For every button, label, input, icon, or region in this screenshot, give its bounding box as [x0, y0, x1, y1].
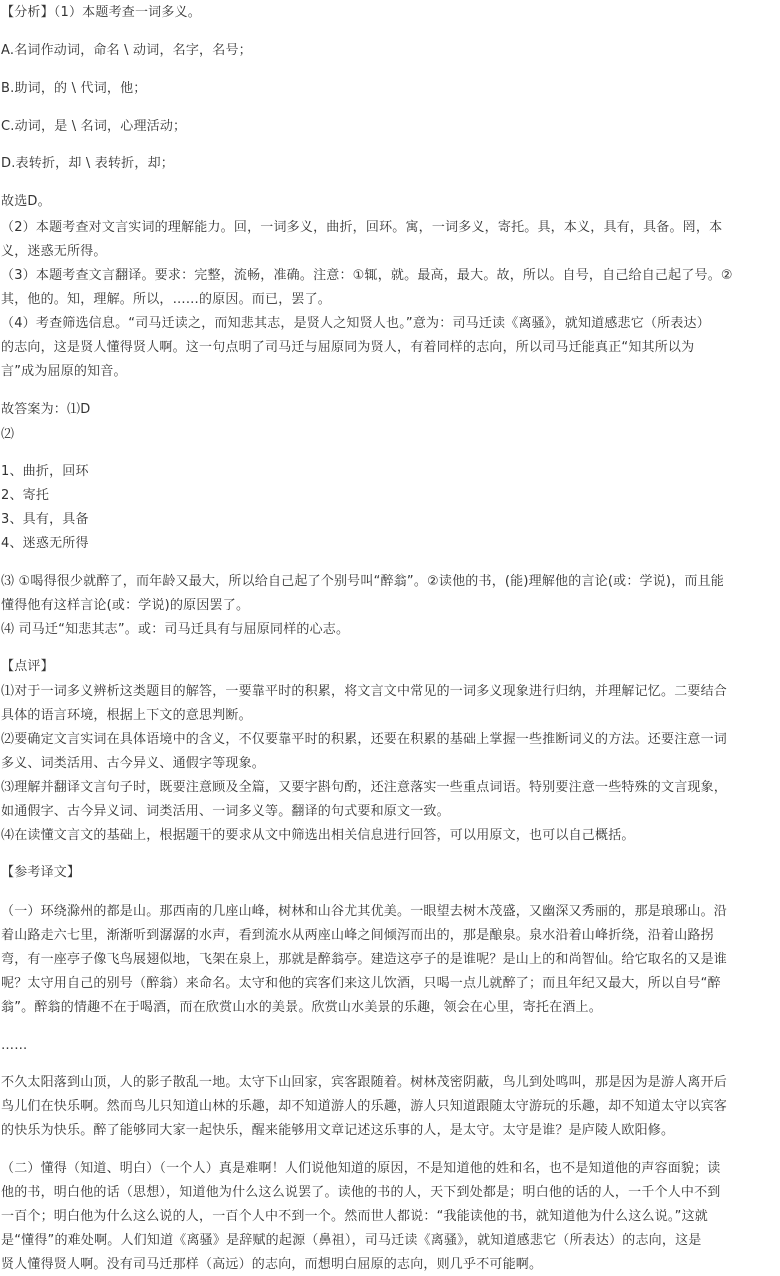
answer-line-1: 故答案为：⑴D	[1, 402, 91, 417]
answer-item: 4、迷惑无所得	[1, 536, 89, 551]
answer-item: 3、具有，具备	[1, 512, 89, 527]
translation-p3-line-5: 贤人懂得贤人啊。没有司马迁那样（高远）的志向，而想明白屈原的志向，则几乎不可能啊。	[1, 1257, 543, 1272]
translation-p1-line-5: 翁”。醉翁的情趣不在于喝酒，而在欣赏山水的美景。欣赏山水美景的乐趣，领会在心里，寄托在酒上。	[1, 1000, 602, 1015]
answer-item: 1、曲折，回环	[1, 464, 89, 479]
comment-1-line-1: ⑴对于一词多义辨析这类题目的解答，一要靠平时的积累，将文言文中常见的一词多义现象进行归纳，并理解记忆。二要结合	[1, 684, 728, 699]
answer-3-line-2: 懂得他有这样言论(或：学说)的原因罢了。	[1, 598, 250, 613]
comment-3-line-2: 如通假字、古今异义词、词类活用、一词多义等。翻译的句式要和原文一致。	[1, 804, 450, 819]
translation-p3-line-3: 一百个；明白他为什么这么说的人，一百个人中不到一个。然而世人都说：“我能读他的书，就知道他为什么这么说。”这就	[1, 1209, 708, 1224]
q4-line-1: （4）考查筛选信息。“司马迁读之，而知悲其志，是贤人之知贤人也。”意为：司马迁读《离骚》，就知道感悲它（所表达）	[1, 316, 710, 331]
translation-heading: 【参考译文】	[1, 865, 81, 880]
translation-p1-line-3: 弯，有一座亭子像飞鸟展翅似地，飞架在泉上，那就是醉翁亭。建造这亭子的是谁呢？是山上的和尚智仙。给它取名的又是谁	[1, 952, 728, 967]
option-c: C.动词，是 \ 名词，心理活动；	[1, 119, 187, 134]
comment-2-line-2: 多义、词类活用、古今异义、通假字等现象。	[1, 756, 266, 771]
translation-p3-line-4: 是“懂得”的难处啊。人们知道《离骚》是辞赋的起源（鼻祖），司马迁读《离骚》，就知道感悲它（所表达）的志向，这是	[1, 1233, 702, 1248]
translation-p2-line-2: 鸟儿们在快乐啊。然而鸟儿只知道山林的乐趣，却不知道游人的乐趣，游人只知道跟随太守游玩的乐趣，却不知道太守以宾客	[1, 1099, 728, 1114]
analysis-heading: 【分析】（1）本题考查一词多义。	[1, 5, 201, 20]
answer-4: ⑷ 司马迁“知悲其志”。或：司马迁具有与屈原同样的心志。	[1, 622, 350, 637]
answer-3-line-1: ⑶ ①喝得很少就醉了，而年龄又最大，所以给自己起了个别号叫“醉翁”。②读他的书，(能)理解他的言论(或：学说)，而且能	[1, 574, 724, 589]
answer-item: 2、寄托	[1, 488, 50, 503]
q2-line-2: 义，迷惑无所得。	[1, 244, 107, 259]
option-b: B.助词，的 \ 代词，他；	[1, 81, 147, 96]
translation-ellipsis: ……	[1, 1038, 28, 1053]
comment-heading: 【点评】	[1, 659, 54, 674]
comment-2-line-1: ⑵要确定文言实词在具体语境中的含义，不仅要靠平时的积累，还要在积累的基础上掌握一些推断词义的方法。还要注意一词	[1, 732, 728, 747]
q3-line-1: （3）本题考查文言翻译。要求：完整，流畅，准确。注意：①辄，就。最高，最大。故，所以。自号，自己给自己起了号。②	[1, 268, 733, 283]
answer-line-2: ⑵	[1, 427, 15, 442]
option-d: D.表转折，却 \ 表转折，却；	[1, 156, 174, 171]
comment-4: ⑷在读懂文言文的基础上，根据题干的要求从文中筛选出相关信息进行回答，可以用原文，也可以自己概括。	[1, 828, 635, 843]
translation-p3-line-2: 他的书，明白他的话（思想），知道他为什么这么说罢了。读他的书的人，天下到处都是；明白他的话的人，一千个人中不到	[1, 1185, 721, 1200]
translation-p3-line-1: （二）懂得（知道、明白）（一个人）真是难啊！人们说他知道的原因，不是知道他的姓和名，也不是知道他的声容面貌；读	[1, 1161, 721, 1176]
translation-p1-line-4: 呢？太守用自己的别号（醉翁）来命名。太守和他的宾客们来这儿饮酒，只喝一点儿就醉了；而且年纪又最大，所以自号“醉	[1, 976, 721, 991]
comment-3-line-1: ⑶理解并翻译文言句子时，既要注意顾及全篇，又要字斟句酌，还注意落实一些重点词语。特别要注意一些特殊的文言现象，	[1, 780, 728, 795]
q4-line-2: 的志向，这是贤人懂得贤人啊。这一句点明了司马迁与屈原同为贤人，有着同样的志向，所以司马迁能真正“知其所以为	[1, 340, 695, 355]
translation-p2-line-3: 的快乐为快乐。醉了能够同大家一起快乐，醒来能够用文章记述这乐事的人，是太守。太守是谁？是庐陵人欧阳修。	[1, 1123, 675, 1138]
comment-1-line-2: 具体的语言环境，根据上下文的意思判断。	[1, 708, 252, 723]
translation-p2-line-1: 不久太阳落到山顶，人的影子散乱一地。太守下山回家，宾客跟随着。树林茂密阴蔽，鸟儿到处鸣叫，那是因为是游人离开后	[1, 1075, 728, 1090]
q2-line-1: （2）本题考查对文言实词的理解能力。回，一词多义，曲折，回环。寓，一词多义，寄托。具，本义，具有，具备。罔，本	[1, 220, 723, 235]
q4-line-3: 言”成为屈原的知音。	[1, 364, 127, 379]
option-a: A.名词作动词，命名 \ 动词，名字，名号；	[1, 43, 252, 58]
choice-line: 故选D。	[1, 194, 51, 209]
translation-p1-line-1: （一）环绕滁州的都是山。那西南的几座山峰，树林和山谷尤其优美。一眼望去树木茂盛，又幽深又秀丽的，那是琅琊山。沿	[1, 904, 728, 919]
q3-line-2: 其，他的。知，理解。所以，……的原因。而已，罢了。	[1, 292, 332, 307]
translation-p1-line-2: 着山路走六七里，渐渐听到潺潺的水声，看到流水从两座山峰之间倾泻而出的，那是酿泉。泉水沿着山峰折绕，沿着山路拐	[1, 928, 714, 943]
